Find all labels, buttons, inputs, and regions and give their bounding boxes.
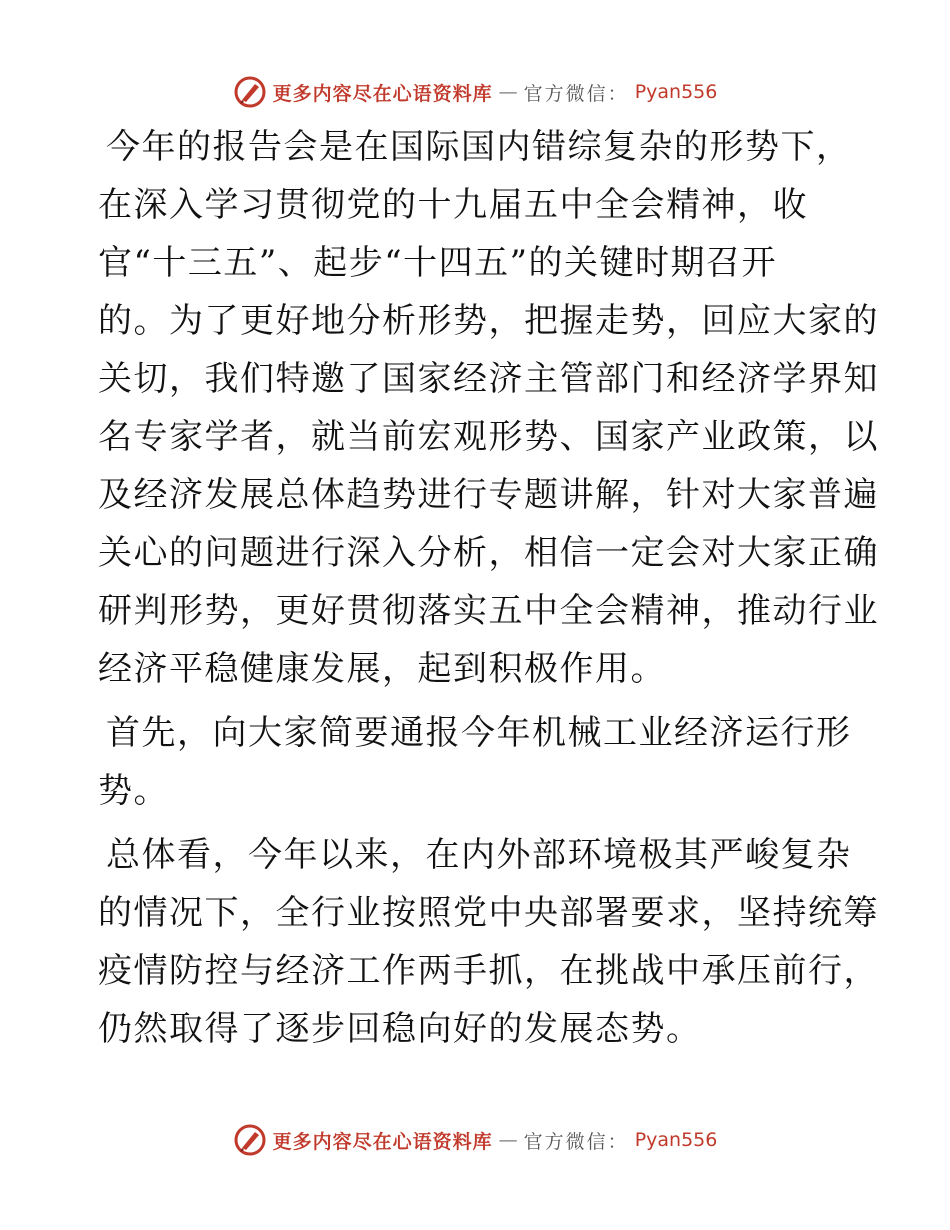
banner-dash: — [498, 81, 518, 103]
paragraph-2 [98, 704, 850, 820]
banner-label: 官方微信： [523, 82, 629, 105]
text-line: 在深入学习贯彻党的十九届五中全会精神，收 [98, 185, 808, 225]
text-line: 势。 [98, 771, 169, 811]
paragraph-3 [98, 826, 879, 1058]
header-banner [0, 72, 950, 112]
banner-brand: 更多内容尽在心语资料库 [272, 1130, 493, 1153]
paragraph-1 [98, 118, 879, 698]
text-line: 总体看，今年以来，在内外部环境极其严峻复杂 [106, 835, 852, 875]
text-line: 疫情防控与经济工作两手抓，在挑战中承压前行， [98, 951, 879, 991]
quill-logo-icon [233, 1123, 267, 1157]
text-line: 官“十三五”、起步“十四五”的关键时期召开 [98, 243, 778, 283]
text-line: 名专家学者，就当前宏观形势、国家产业政策，以 [98, 417, 879, 457]
banner-dash: — [498, 1129, 518, 1151]
text-line: 仍然取得了逐步回稳向好的发展态势。 [98, 1009, 702, 1049]
text-line: 首先，向大家简要通报今年机械工业经济运行形 [106, 713, 852, 753]
banner-handle: Pyan556 [634, 1129, 718, 1151]
banner-label: 官方微信： [523, 1130, 629, 1153]
text-line: 及经济发展总体趋势进行专题讲解，针对大家普遍 [98, 475, 879, 515]
text-line: 经济平稳健康发展，起到积极作用。 [98, 649, 666, 689]
footer-banner [0, 1120, 950, 1160]
quill-logo-icon [233, 75, 267, 109]
banner-handle: Pyan556 [634, 81, 718, 103]
text-line: 今年的报告会是在国际国内错综复杂的形势下， [106, 127, 852, 167]
text-line: 的情况下，全行业按照党中央部署要求，坚持统筹 [98, 893, 879, 933]
text-line: 关切，我们特邀了国家经济主管部门和经济学界知 [98, 359, 879, 399]
text-line: 研判形势，更好贯彻落实五中全会精神，推动行业 [98, 591, 879, 631]
text-line: 的。为了更好地分析形势，把握走势，回应大家的 [98, 301, 879, 341]
banner-brand: 更多内容尽在心语资料库 [272, 82, 493, 105]
document-body [98, 118, 879, 1064]
text-line: 关心的问题进行深入分析，相信一定会对大家正确 [98, 533, 879, 573]
